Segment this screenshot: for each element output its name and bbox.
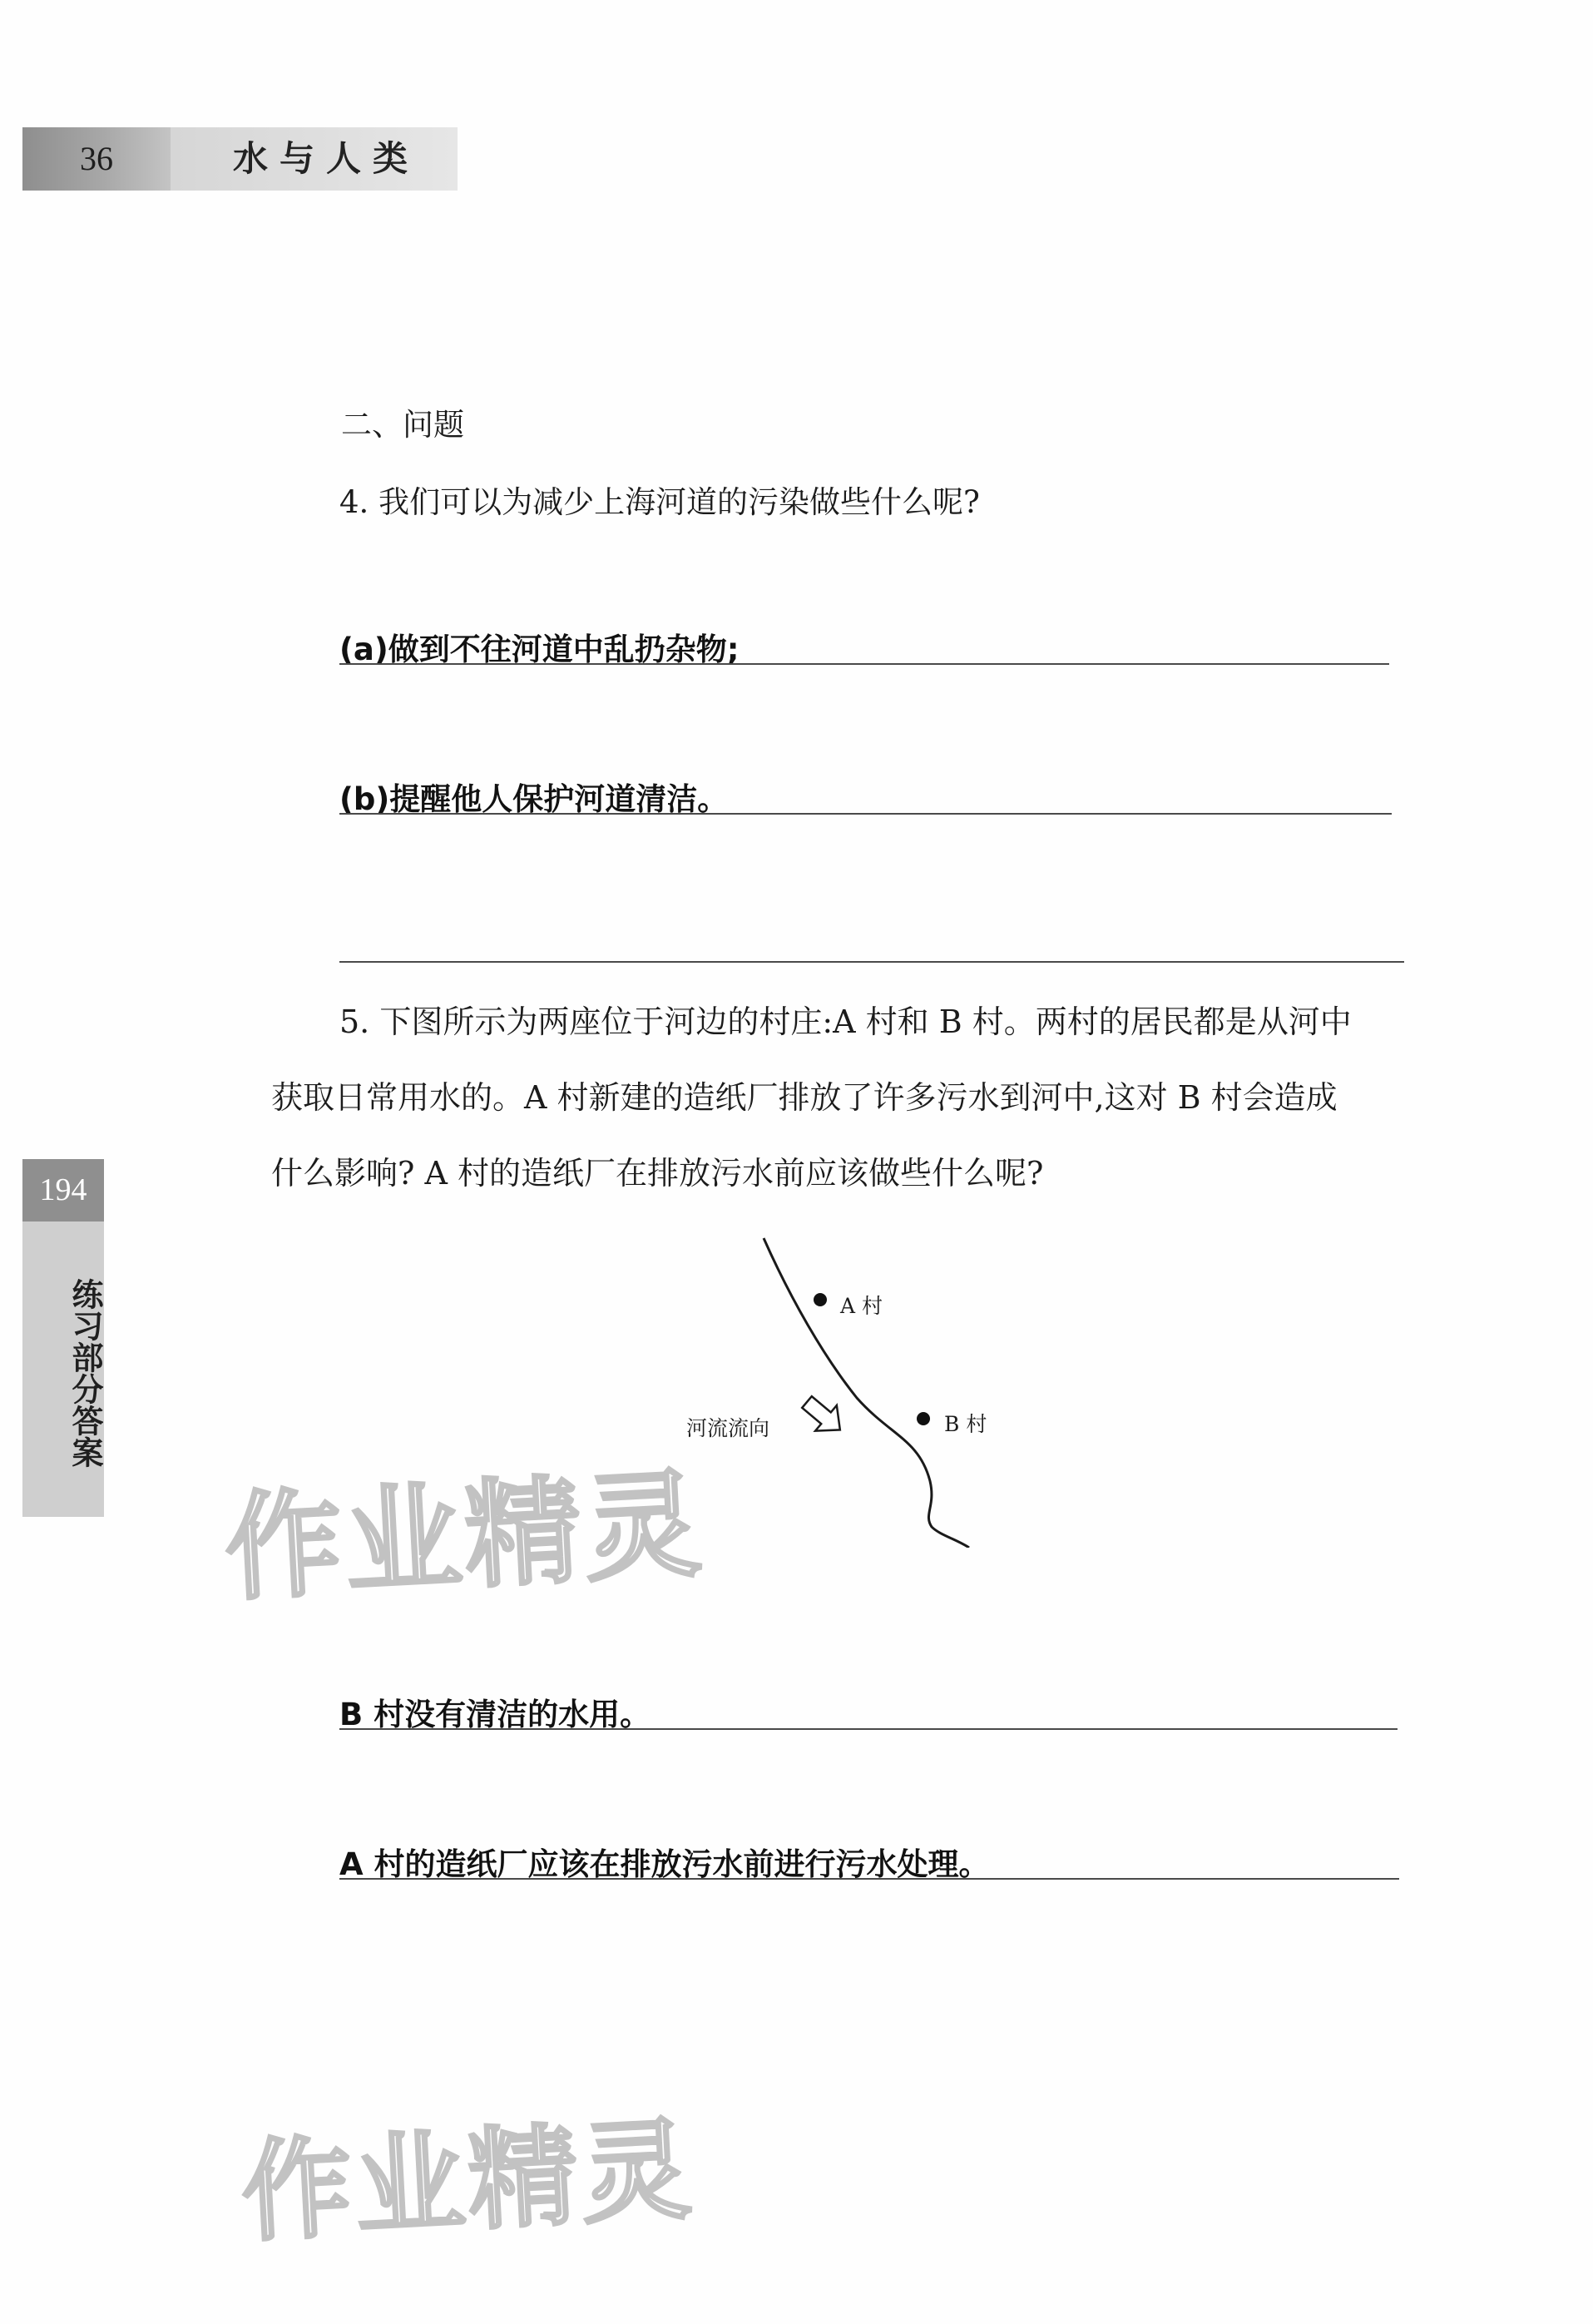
- answer-line: [339, 1878, 1399, 1880]
- village-b-label: B 村: [944, 1412, 987, 1436]
- side-label: 练习部分答案: [67, 1278, 103, 1468]
- chapter-title: 水与人类: [171, 127, 458, 191]
- flow-arrow-icon: [796, 1390, 851, 1443]
- answer-line: [339, 1728, 1398, 1730]
- river-line: [764, 1238, 969, 1548]
- question-4-answer-a: (a)做到不往河道中乱扔杂物;: [339, 632, 740, 667]
- river-diagram: [665, 1231, 1015, 1548]
- village-a-dot: [814, 1293, 827, 1306]
- question-5-text: [271, 984, 1403, 1212]
- village-b-dot: [917, 1412, 930, 1425]
- answer-line: [339, 961, 1404, 963]
- flow-direction-label: 河流流向: [686, 1416, 770, 1440]
- question-4-text: 4. 我们可以为减少上海河道的污染做些什么呢?: [339, 484, 980, 520]
- question-5-answer-1: B 村没有清洁的水用。: [339, 1697, 651, 1732]
- side-label-box: [22, 1221, 104, 1517]
- answer-line: [339, 663, 1389, 665]
- question-5-answer-2: A 村的造纸厂应该在排放污水前进行污水处理。: [339, 1846, 990, 1882]
- side-page-number: 194: [22, 1159, 104, 1221]
- question-4-answer-b: (b)提醒他人保护河道清洁。: [339, 781, 729, 817]
- question-5-line: 5. 下图所示为两座位于河边的村庄:A 村和 B 村。两村的居民都是从河中: [339, 1003, 1352, 1040]
- watermark: 作业精灵: [238, 2105, 698, 2258]
- answer-line: [339, 813, 1392, 815]
- village-a-label: A 村: [840, 1294, 883, 1318]
- side-tab: [22, 1159, 104, 1517]
- question-5-line: 什么影响? A 村的造纸厂在排放污水前应该做些什么呢?: [271, 1155, 1044, 1192]
- section-title: 二、问题: [341, 407, 464, 443]
- question-5-line: 获取日常用水的。A 村新建的造纸厂排放了许多污水到河中,这对 B 村会造成: [271, 1079, 1338, 1116]
- watermark: 作业精灵: [221, 1457, 708, 1618]
- chapter-header: [22, 127, 438, 191]
- river-diagram-svg: [665, 1231, 1015, 1548]
- header-page-number: 36: [22, 127, 171, 191]
